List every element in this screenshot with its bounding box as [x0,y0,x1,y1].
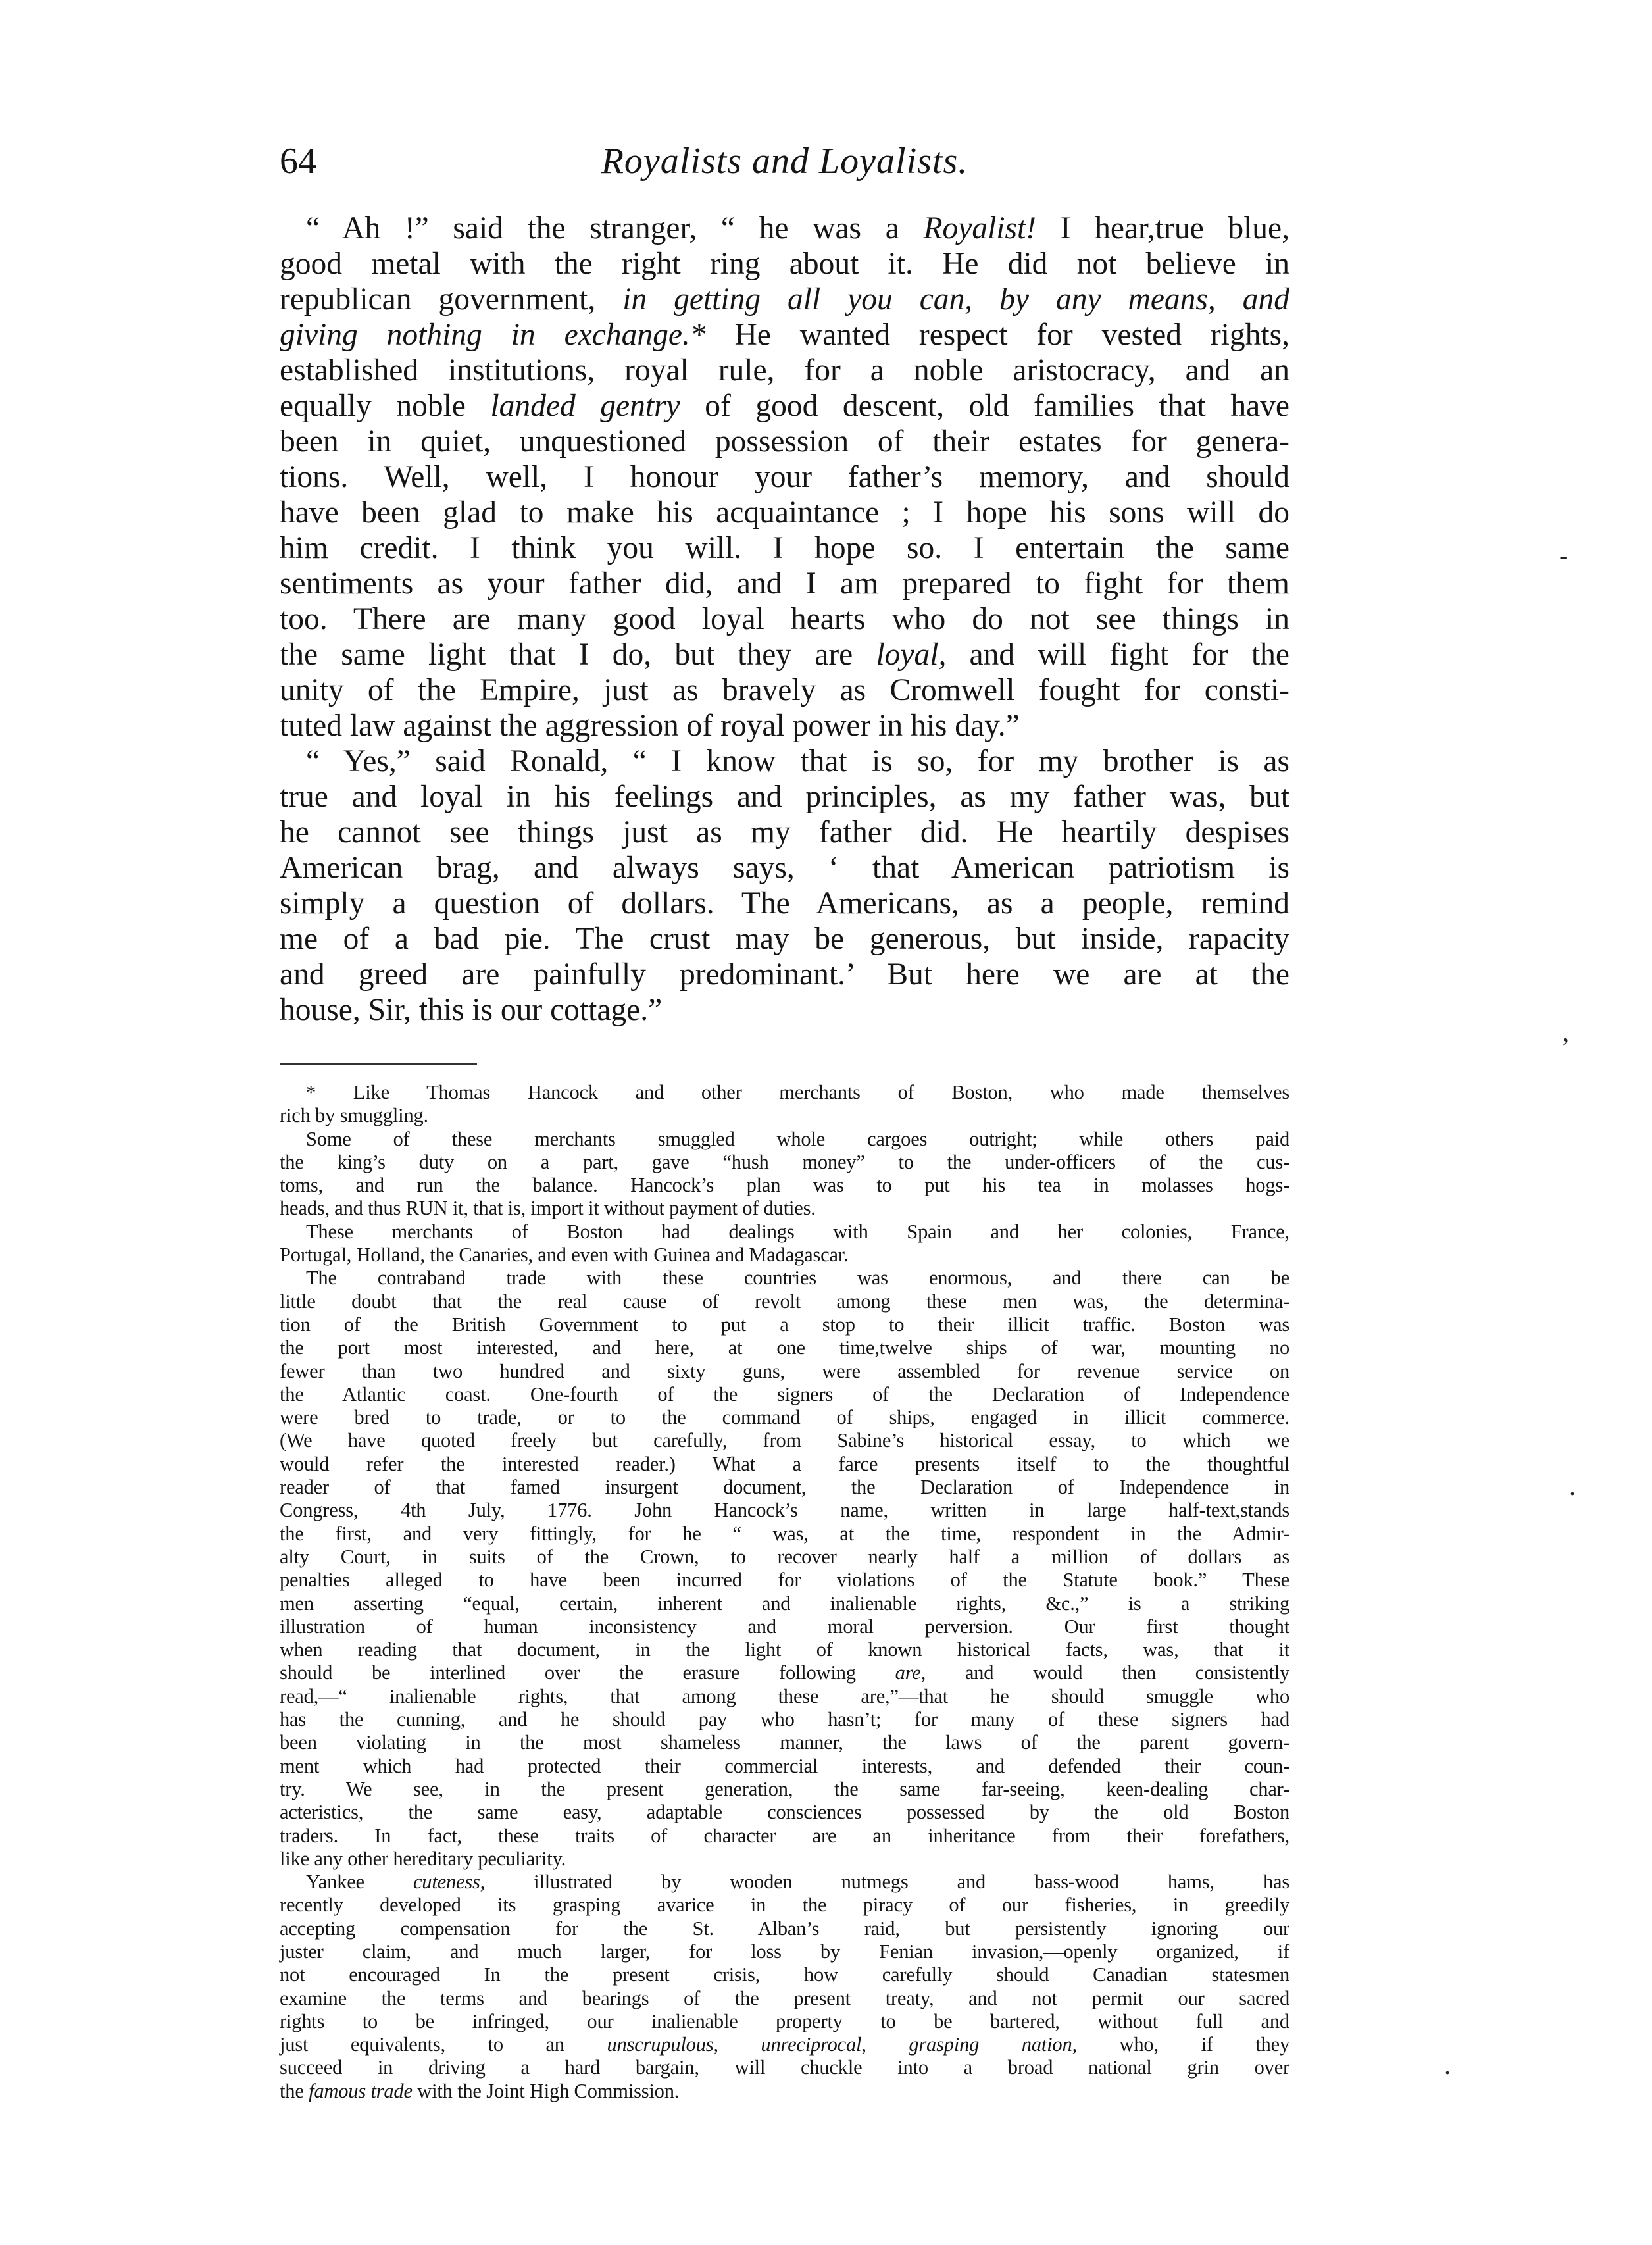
italic-text: giving nothing in exchange.* [280,318,706,352]
text-run: rich by smuggling. [280,1104,428,1127]
footnote-line [280,1871,1289,1894]
footnote-line [280,1290,1289,1313]
text-run: heads, and thus RUN it, that is, import it without payment of duties. [280,1197,816,1220]
running-title: Royalists and Loyalists. [601,141,968,182]
body-line [280,353,1289,388]
italic-text: loyal, [876,638,947,672]
text-run: were bred to trade, or to the command of ships, engaged in illicit commerce. [280,1406,1289,1429]
footnote-line [280,1523,1289,1546]
text-run: the first, and very fittingly, for he “ was, at the time, respondent in the Admir- [280,1522,1289,1545]
text-run: the port most interested, and here, at one time,twelve ships of war, mounting no [280,1336,1289,1359]
text-run: I hear,true blue, [1036,211,1289,245]
text-run: the king’s duty on a part, gave “hush money” to the under-officers of the cus- [280,1150,1289,1173]
footnote-line [280,1104,1289,1127]
footnote-line [280,1987,1289,2010]
text-run: good metal with the right ring about it. He did not believe in [280,247,1289,281]
text-run: just equivalents, to an [280,2033,607,2056]
footnote-line [280,1406,1289,1429]
text-run: men asserting “equal, certain, inherent and inalienable rights, &c.,” is a striking [280,1592,1289,1615]
footnote-line [280,1569,1289,1592]
footnote-line [280,2056,1289,2079]
text-run: accepting compensation for the St. Alban’s raid, but persistently ignoring our [280,1917,1289,1940]
footnote-line [280,1708,1289,1731]
body-line [280,566,1289,601]
text-run: illustrated by wooden nutmegs and bass-wood hams, has [485,1871,1289,1894]
body-line [280,779,1289,815]
footnote-line [280,1151,1289,1174]
text-run: sentiments as your father did, and I am prepared to fight for them [280,567,1289,601]
text-run: tions. Well, well, I honour your father’s memory, and should [280,460,1289,494]
text-run: the Atlantic coast. One-fourth of the signers of the Declaration of Independence [280,1382,1289,1405]
footnote-line [280,1592,1289,1615]
text-run: little doubt that the real cause of revolt among these men was, the determina- [280,1290,1289,1313]
text-run: read,—“ inalienable rights, that among these are,”—that he should smuggle who [280,1684,1289,1707]
footnote-line [280,1174,1289,1197]
text-run: alty Court, in suits of the Crown, to recover nearly half a million of dollars as [280,1545,1289,1568]
text-run: toms, and run the balance. Hancock’s plan was to put his tea in molasses hogs- [280,1174,1289,1197]
text-run: of good descent, old families that have [680,389,1289,423]
margin-speck: - [1559,540,1568,570]
text-run: Portugal, Holland, the Canaries, and even with Guinea and Madagascar. [280,1244,849,1267]
text-run: try. We see, in the present generation, the same far-seeing, keen-dealing char- [280,1777,1289,1800]
footnote-line [280,1244,1289,1267]
text-run: juster claim, and much larger, for loss by Fenian invasion,—openly organized, if [280,1940,1289,1963]
footnote-line [280,1313,1289,1336]
text-run: been in quiet, unquestioned possession of their estates for genera- [280,424,1289,459]
text-run: Some of these merchants smuggled whole cargoes outright; while others paid [306,1127,1289,1150]
body-line [280,957,1289,992]
text-run: have been glad to make his acquaintance ; I hope his sons will do [280,495,1289,530]
text-run: (We have quoted freely but carefully, from Sabine’s historical essay, to which we [280,1429,1289,1452]
text-run: the [280,2079,309,2102]
body-line [280,424,1289,459]
italic-text: landed gentry [490,389,680,423]
footnote-line [280,1383,1289,1406]
text-run: and greed are painfully predominant.’ But here we are at the [280,957,1289,992]
text-run: traders. In fact, these traits of character are an inheritance from their forefathers, [280,1824,1289,1847]
text-run: been violating in the most shameless manner, the laws of the parent govern- [280,1731,1289,1754]
body-line [280,601,1289,637]
text-run: unity of the Empire, just as bravely as Cromwell fought for consti- [280,673,1289,707]
footnote-rule [280,1063,477,1065]
text-run: like any other hereditary peculiarity. [280,1847,566,1870]
text-run: not encouraged In the present crisis, how carefully should Canadian statesmen [280,1963,1289,1986]
text-run: with the Joint High Commission. [412,2079,680,2102]
footnote-line [280,1197,1289,1220]
text-run: the same light that I do, but they are [280,638,876,672]
body-line [280,495,1289,530]
footnote-line [280,1128,1289,1151]
italic-text: cuteness, [413,1871,486,1894]
text-run: true and loyal in his feelings and principles, as my father was, but [280,780,1289,814]
body-line [280,708,1289,744]
footnote-line [280,1336,1289,1359]
italic-text: Royalist! [923,211,1036,245]
text-run: when reading that document, in the light of known historical facts, was, that it [280,1638,1289,1661]
text-run: who, if they [1076,2033,1289,2056]
body-line [280,815,1289,850]
italic-text: famous trade [309,2079,413,2102]
text-run: examine the terms and bearings of the present treaty, and not permit our sacred [280,1986,1289,2009]
text-run: simply a question of dollars. The Americans, as a people, remind [280,886,1289,921]
page-number: 64 [280,141,316,182]
text-run: illustration of human inconsistency and moral perversion. Our first thought [280,1615,1289,1638]
footnote-line [280,2033,1289,2056]
text-run: penalties alleged to have been incurred for violations of the Statute book.” These [280,1569,1289,1592]
text-run: He wanted respect for vested rights, [705,318,1289,352]
footnote-line [280,2080,1289,2103]
margin-speck: , [1563,1017,1569,1047]
footnote-line [280,1894,1289,1917]
body-line [280,850,1289,886]
text-run: established institutions, royal rule, for a noble aristocracy, and an [280,353,1289,388]
text-run: tion of the British Government to put a stop to their illicit traffic. Boston was [280,1313,1289,1336]
footnote-line [280,1267,1289,1290]
body-line [280,886,1289,921]
text-run: equally noble [280,389,491,423]
footnote-line [280,1221,1289,1244]
footnotes [280,1081,1289,2103]
footnote-line [280,1963,1289,1986]
body-line [280,211,1289,246]
text-run: Yankee [306,1871,413,1894]
body-line [280,459,1289,495]
text-run: him credit. I think you will. I hope so. I entertain the same [280,531,1289,565]
footnote-line [280,1731,1289,1754]
footnote-line [280,1429,1289,1452]
body-line [280,672,1289,708]
footnote-line [280,1848,1289,1871]
text-run: * Like Thomas Hancock and other merchants of Boston, who made themselves [306,1081,1289,1103]
text-run: ment which had protected their commercial interests, and defended their coun- [280,1754,1289,1777]
body-line [280,921,1289,957]
text-run: “ Yes,” said Ronald, “ I know that is so, for my brother is as [306,744,1289,778]
text-run: These merchants of Boston had dealings with Spain and her colonies, France, [306,1220,1289,1243]
footnote-line [280,1453,1289,1476]
footnote-line [280,1615,1289,1638]
italic-text: unscrupulous, unreciprocal, grasping nation, [607,2033,1077,2056]
text-run: and will fight for the [946,638,1289,672]
body-line [280,246,1289,282]
body-line [280,637,1289,672]
footnote-line [280,1081,1289,1104]
text-run: and would then consistently [926,1661,1289,1684]
footnote-line [280,1755,1289,1778]
text-run: should be interlined over the erasure following [280,1661,895,1684]
text-run: me of a bad pie. The crust may be generous, but inside, rapacity [280,922,1289,956]
footnote-line [280,1778,1289,1801]
text-run: Congress, 4th July, 1776. John Hancock’s name, written in large half-text,stands [280,1499,1289,1522]
text-run: American brag, and always says, ‘ that American patriotism is [280,851,1289,885]
text-run: tuted law against the aggression of royal power in his day.” [280,709,1020,743]
page-header [280,135,1289,188]
margin-speck: . [1444,2050,1451,2080]
footnote-line [280,1476,1289,1499]
text-run: fewer than two hundred and sixty guns, were assembled for revenue service on [280,1359,1289,1382]
text-run: acteristics, the same easy, adaptable consciences possessed by the old Boston [280,1801,1289,1824]
text-run: “ Ah !” said the stranger, “ he was a [306,211,924,245]
footnote-line [280,1940,1289,1963]
body-line [280,388,1289,424]
body-line [280,282,1289,317]
body-line [280,744,1289,779]
text-run: The contraband trade with these countries was enormous, and there can be [306,1267,1289,1290]
footnote-line [280,1825,1289,1848]
footnote-line [280,1360,1289,1383]
footnote-line [280,1546,1289,1569]
footnote-line [280,1638,1289,1661]
footnote-line [280,2010,1289,2033]
margin-speck: . [1569,1471,1576,1501]
text-run: would refer the interested reader.) What a farce presents itself to the thoughtful [280,1452,1289,1475]
body-line [280,530,1289,566]
body-line [280,317,1289,353]
footnote-line [280,1499,1289,1522]
text-run: recently developed its grasping avarice in the piracy of our fisheries, in greedily [280,1894,1289,1917]
text-run: too. There are many good loyal hearts who do not see things in [280,602,1289,636]
italic-text: are, [895,1661,926,1684]
body-line [280,992,1289,1028]
text-run: has the cunning, and he should pay who hasn’t; for many of these signers had [280,1708,1289,1731]
text-run: he cannot see things just as my father did. He heartily despises [280,815,1289,849]
body-text [280,211,1289,1028]
text-run: succeed in driving a hard bargain, will chuckle into a broad national grin over [280,2056,1289,2079]
footnote-line [280,1685,1289,1708]
footnote-line [280,1917,1289,1940]
footnote-line [280,1661,1289,1684]
text-run: reader of that famed insurgent document, the Declaration of Independence in [280,1476,1289,1499]
italic-text: in getting all you can, by any means, and [622,282,1290,316]
text-run: house, Sir, this is our cottage.” [280,993,663,1027]
footnote-line [280,1801,1289,1824]
text-run: rights to be infringed, our inalienable property to be bartered, without full and [280,2009,1289,2032]
text-run: republican government, [280,282,623,316]
